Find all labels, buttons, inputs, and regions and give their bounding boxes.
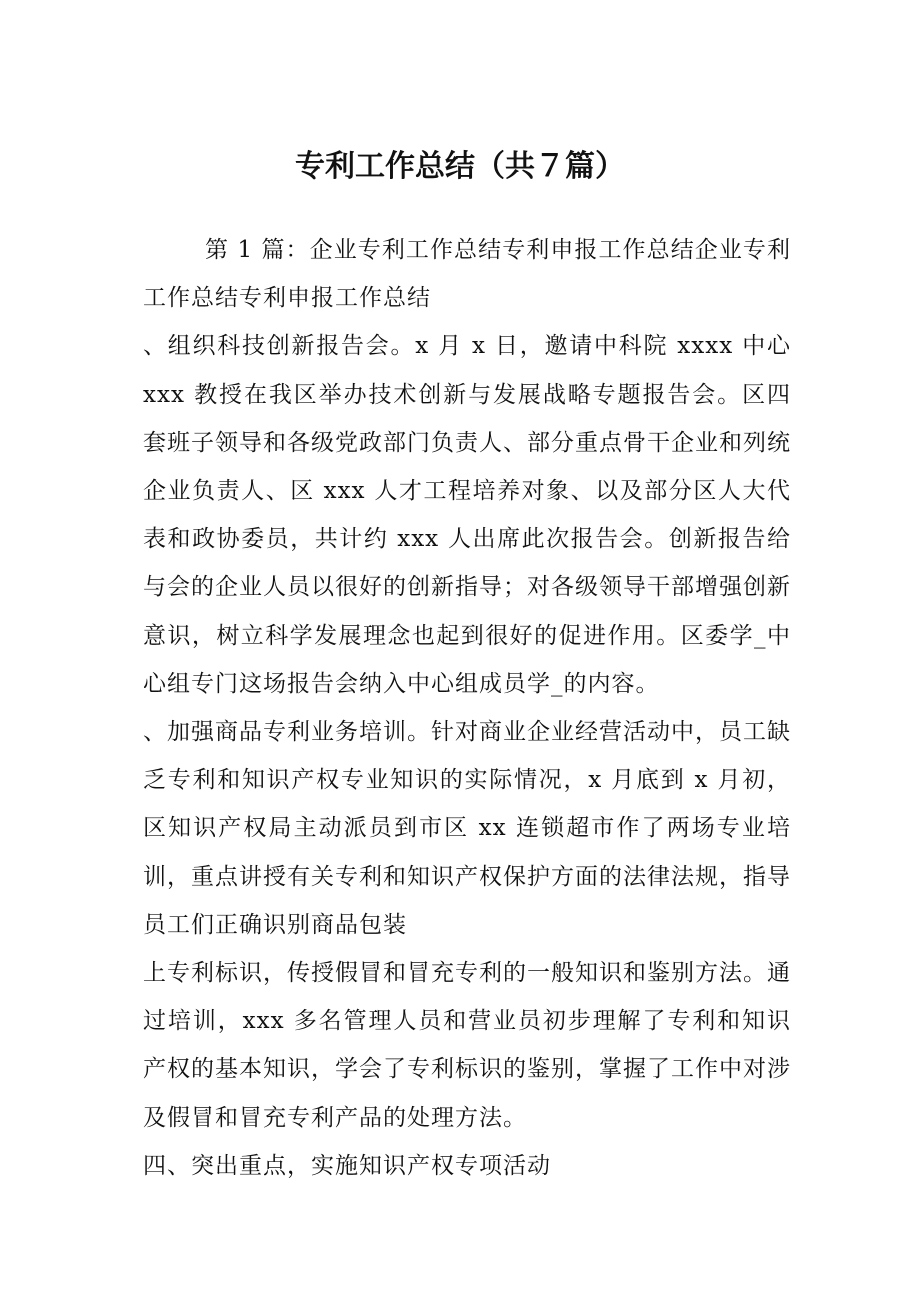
paragraph-section-four: 四、突出重点，实施知识产权专项活动 xyxy=(143,1152,551,1179)
document-body xyxy=(143,226,791,1190)
paragraph-patent-training: 、加强商品专利业务培训。针对商业企业经营活动中，员工缺乏专利和知识产权专业知识的实际情况，x 月底到 x 月初，区知识产权局主动派员到市区 xx 连锁超市作了两场专业培训，重点讲授有关专利和知识产权保护方面的法律法规，指导员工们正确识别商品包装 xyxy=(143,719,791,938)
paragraph-patent-labels: 上专利标识，传授假冒和冒充专利的一般知识和鉴别方法。通过培训，xxx 多名管理人员和营业员初步理解了专利和知识产权的基本知识，学会了专利标识的鉴别，掌握了工作中对涉及假冒和冒充专利产品的处理方法。 xyxy=(143,960,791,1131)
paragraph-chapter-heading: 第 1 篇：企业专利工作总结专利申报工作总结企业专利工作总结专利申报工作总结 xyxy=(143,237,791,312)
paragraph-innovation-report: 、组织科技创新报告会。x 月 x 日，邀请中科院 xxxx 中心 xxx 教授在我区举办技术创新与发展战略专题报告会。区四套班子领导和各级党政部门负责人、部分重点骨干企业和列统企业负责人、区 xxx 人才工程培养对象、以及部分区人大代表和政协委员，共计约 xxx 人出席此次报告会。创新报告给与会的企业人员以很好的创新指导；对各级领导干部增强创新意识，树立科学发展理念也起到很好的促进作用。区委学_中心组专门这场报告会纳入中心组成员学_的内容。 xyxy=(143,333,791,697)
document-title: 专利工作总结（共７篇） xyxy=(295,149,625,184)
